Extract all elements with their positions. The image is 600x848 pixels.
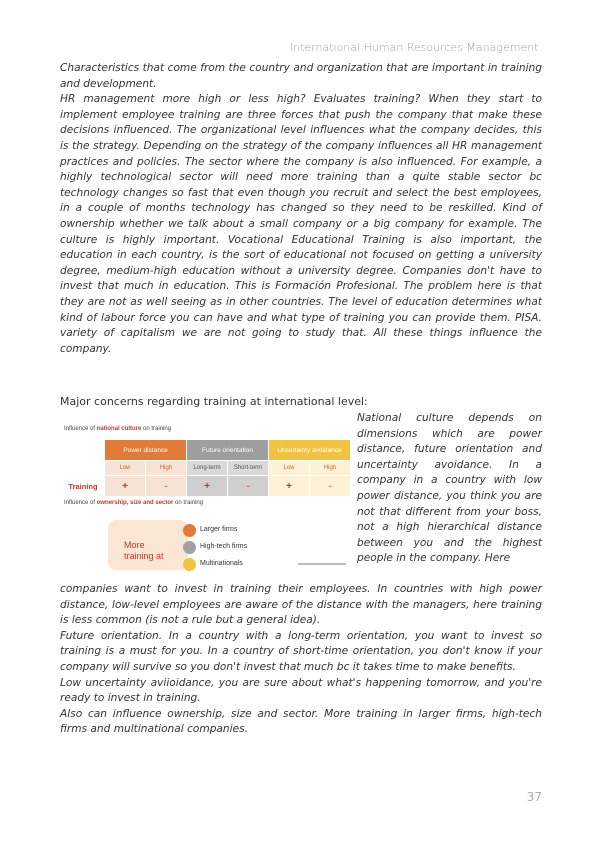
paragraph: Also can influence ownership, size and sector. More training in larger firms, high-tech firms and multinational companies. bbox=[60, 707, 542, 736]
column-subheader: High bbox=[310, 461, 350, 475]
column-subheader: Long-term bbox=[187, 461, 227, 475]
continued-text bbox=[60, 582, 542, 738]
column-subheader: High bbox=[146, 461, 186, 475]
section-heading: Major concerns regarding training at international level: bbox=[60, 395, 368, 408]
item-label: Larger firms bbox=[200, 526, 238, 533]
column-subheader: Low bbox=[269, 461, 309, 475]
column-subheader: Low bbox=[105, 461, 145, 475]
intro-text bbox=[60, 61, 542, 357]
larger-firms-dot-icon bbox=[183, 524, 196, 537]
column-header-group: Power distance bbox=[105, 440, 186, 460]
paragraph: Characteristics that come from the country and organization that are important in training and development. bbox=[60, 62, 542, 90]
more-training-label: More training at bbox=[124, 540, 164, 561]
training-effect-sign: + bbox=[269, 476, 309, 496]
high-tech-dot-icon bbox=[183, 541, 196, 554]
training-effect-sign: - bbox=[146, 476, 186, 496]
more-training-box bbox=[108, 520, 188, 570]
running-header: International Human Resources Management. bbox=[289, 41, 542, 54]
side-paragraph: National culture depends on dimensions which are power distance, future orientation and uncertainty avoidance. In a company in a country with low power distance, you think you are not that different from your boss, not a high hierarchical distance between you and the highest people in the company. Here bbox=[357, 412, 542, 565]
training-effect-sign: - bbox=[228, 476, 268, 496]
training-effect-sign: - bbox=[310, 476, 350, 496]
row-label-training: Training bbox=[68, 481, 98, 491]
figure-source-note bbox=[298, 563, 346, 565]
column-header-group: Uncertainty avoidance bbox=[269, 440, 350, 460]
paragraph: HR management more high or less high? Evaluates training? When they start to implement employee training are three forces that push the company that make these decisions influenced. The organizational level influences what the company decides, this is the strategy. Depending on the strategy of the company influences all HR management practices and policies. The sector where the company is also influenced. For example, a highly technological sector will need more training than a quite stable sector bc technology changes so fast that even though you recruit and select the best employees, in a couple of months technology has changed so they need to be reskilled. Kind of ownership whether we talk about a small company or a big company for example. The culture is highly important. Vocational Educational Training is also important, the education in each country, is the sort of educational not focused on getting a university degree, medium-high education without a university degree. Companies don't have to invest that much in education. This is Formación Profesional. The problem here is that they are not as well seeing as in other countries. The level of education determines what kind of labour force you can have and what type of training you can provide them. PISA. variety of capitalism we are not going to study that. All these things influence the company. bbox=[60, 93, 542, 355]
column-header-group: Future orientation bbox=[187, 440, 268, 460]
training-effect-sign: + bbox=[187, 476, 227, 496]
paragraph: companies want to invest in training their employees. In countries with high power distance, low-level employees are aware of the distance with the managers, here training is less common (is not a rule but a general idea). bbox=[60, 583, 542, 627]
multinationals-dot-icon bbox=[183, 558, 196, 571]
item-label: High-tech firms bbox=[200, 543, 248, 550]
column-subheader: Short-term bbox=[228, 461, 268, 475]
paragraph: Future orientation. In a country with a long-term orientation, you want to invest so training is a must for you. In a country of short-time orientation, you don't know if your company will survive so you don't invest that much bc it takes time to make benefits. bbox=[60, 629, 542, 673]
figure-title-ownership: Influence of ownership, size and sector on training bbox=[64, 500, 204, 506]
training-effect-sign: + bbox=[105, 476, 145, 496]
figure-title-culture: Influence of national culture on training bbox=[64, 426, 172, 432]
page-number: 37 bbox=[526, 790, 542, 804]
paragraph: Low uncertainty aviioidance, you are sure about what's happening tomorrow, and you're ready to invest in training. bbox=[60, 676, 542, 705]
item-label: Multinationals bbox=[200, 560, 243, 567]
training-influence-figure bbox=[60, 424, 350, 576]
